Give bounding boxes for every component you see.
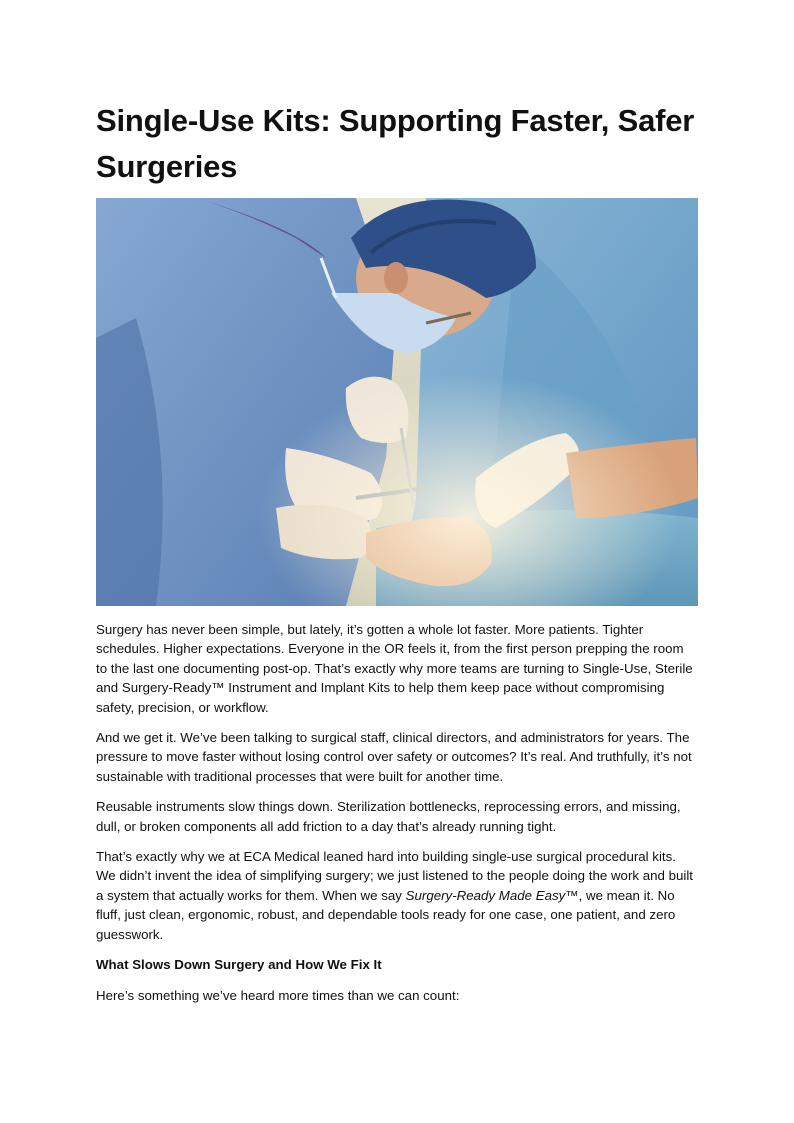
paragraph-eca-medical-start: That’s exactly why we at ECA Medical leaned hard into building single-use surgical procedural kits. We didn’t invent the idea of simplifying surgery; we just listened to the people doing the work and built a system that actually works for them. When we say	[96, 849, 693, 903]
paragraph-eca-medical-end: ™, we mean it. No fluff, just clean, ergonomic, robust, and dependable tools ready for one case, one patient, and zero guesswork.	[96, 887, 676, 942]
document-page	[96, 98, 698, 1016]
paragraph-closing: Here’s something we’ve heard more times than we can count:	[96, 987, 460, 1003]
paragraph-intro: Surgery has never been simple, but lately, it’s gotten a whole lot faster. More patients. Tighter schedules. Higher expectations. Everyone in the OR feels it, from the first person prepping the room to the last one documenting post-op. That’s exactly why more teams are turning to Single-Use, Sterile and Surgery-Ready™ Instrument and Implant Kits to help them keep pace without compromising safety, precision, or workflow.	[96, 622, 693, 715]
paragraph-reusable: Reusable instruments slow things down. Sterilization bottlenecks, reprocessing errors, and missing, dull, or broken components all add friction to a day that’s already running tight.	[96, 799, 681, 834]
section-heading: What Slows Down Surgery and How We Fix It	[96, 957, 382, 973]
paragraph-pressure: And we get it. We’ve been talking to surgical staff, clinical directors, and administrators for years. The pressure to move faster without losing control over safety or outcomes? It’s real. And truthfully, it’s not sustainable with traditional processes that were built for another time.	[96, 730, 692, 784]
hero-image	[96, 198, 698, 606]
paragraph-eca-medical-emphasis: Surgery-Ready Made Easy	[405, 887, 566, 903]
paragraph-eca-medical	[96, 847, 698, 944]
page-title: Single-Use Kits: Supporting Faster, Safer Surgeries	[96, 103, 695, 184]
surgery-photo-icon	[96, 198, 698, 606]
